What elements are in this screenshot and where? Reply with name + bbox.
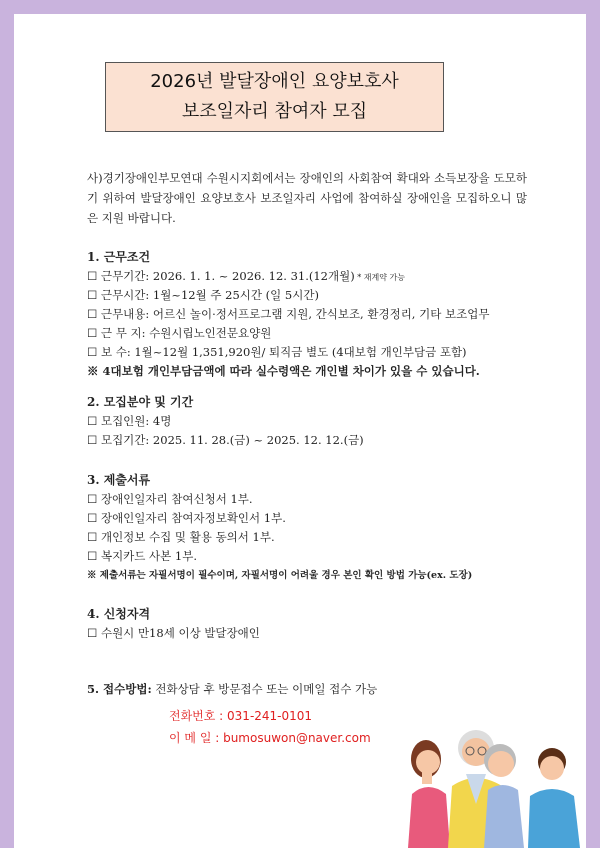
section-title: 1. 근무조건 [87,250,151,264]
application-line [87,680,557,699]
documents-note: ※ 제출서류는 자필서명이 필수이며, 자필서명이 어려울 경우 본인 확인 방법 가능(ex. 도장) [87,570,473,581]
work-content: ☐ 근무내용: 어르신 놀이·정서프로그램 지원, 간식보조, 환경정리, 기타 보조업무 [87,307,490,321]
contact-email: 이 메 일 : bumosuwon@naver.com [169,731,371,745]
section-eligibility [87,604,557,643]
section-title: 5. 접수방법: [87,682,152,696]
work-hours: ☐ 근무시간: 1월~12월 주 25시간 (일 5시간) [87,288,319,302]
section-title: 2. 모집분야 및 기간 [87,395,194,409]
renewal-note: * 재계약 가능 [354,273,405,282]
work-period: ☐ 근무기간: 2026. 1. 1. ~ 2026. 12. 31.(12개월) [87,269,355,283]
section-documents [87,470,557,585]
section-title: 4. 신청자격 [87,607,151,621]
doc-item: ☐ 장애인일자리 참여신청서 1부. [87,492,253,506]
doc-item: ☐ 복지카드 사본 1부. [87,549,198,563]
doc-item: ☐ 개인정보 수집 및 활용 동의서 1부. [87,530,275,544]
application-method: 전화상담 후 방문접수 또는 이메일 접수 가능 [151,682,378,696]
document-page [14,14,586,848]
eligibility: ☐ 수원시 만18세 이상 발달장애인 [87,626,260,640]
doc-item: ☐ 장애인일자리 참여자정보확인서 1부. [87,511,286,525]
recruit-count: ☐ 모집인원: 4명 [87,414,172,428]
title-box [105,62,444,132]
work-period-line [87,267,557,286]
section-recruitment [87,392,557,450]
work-place: ☐ 근 무 지: 수원시립노인전문요양원 [87,326,272,340]
section-title: 3. 제출서류 [87,473,151,487]
contact-phone: 전화번호 : 031-241-0101 [169,709,313,723]
family-illustration [404,714,586,848]
intro-paragraph: 사)경기장애인부모연대 수원시지회에서는 장애인의 사회참여 확대와 소득보장을 도모하기 위하여 발달장애인 요양보호사 보조일자리 사업에 참여하실 장애인을 모집하오니 많은 지원 바랍니다. [87,171,527,225]
salary: ☐ 보 수: 1월~12월 1,351,920원/ 퇴직금 별도 (4대보험 개인부담금 포함) [87,345,467,359]
title-line-2: 보조일자리 참여자 모집 [181,101,368,122]
title-line-1: 2026년 발달장애인 요양보호사 [150,71,399,92]
recruit-period: ☐ 모집기간: 2025. 11. 28.(금) ~ 2025. 12. 12.(금) [87,433,364,447]
insurance-note: ※ 4대보험 개인부담금액에 따라 실수령액은 개인별 차이가 있을 수 있습니다. [87,364,480,378]
section-work-conditions [87,247,557,381]
